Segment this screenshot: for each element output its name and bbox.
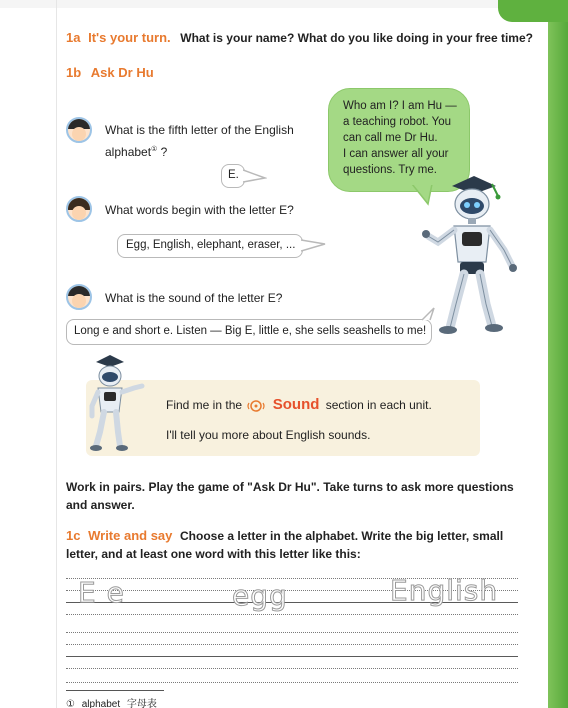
robot-speech-line: can call me Dr Hu. [343, 132, 438, 144]
writing-guide-line [66, 668, 518, 669]
answer-bubble-1 [221, 164, 245, 188]
traced-word: English [390, 574, 499, 607]
robot-speech-line: a teaching robot. You [343, 116, 452, 128]
sound-line-2: I'll tell you more about English sounds. [166, 428, 371, 442]
writing-guide-line [66, 682, 518, 683]
small-robot-illustration [84, 352, 150, 452]
answer-text: Egg, English, elephant, eraser, ... [126, 239, 296, 251]
answer-bubble-3 [66, 319, 432, 345]
footnote-mark: ① [66, 699, 75, 708]
answer-bubble-tail [422, 306, 438, 322]
section-number: 1b [66, 65, 82, 80]
writing-baseline [66, 656, 518, 657]
boy-avatar [66, 117, 92, 143]
section-number: 1c [66, 528, 81, 543]
green-tab [498, 0, 568, 22]
answer-bubble-2 [117, 234, 303, 258]
pair-work-instruction: Work in pairs. Play the game of "Ask Dr Hu". Take turns to ask more questions and answer. [66, 480, 514, 512]
dialogue-question-1 [105, 120, 325, 162]
sound-prefix: Find me in the [166, 398, 243, 412]
writing-guide-line [66, 614, 518, 615]
traced-letters: E e [78, 576, 125, 609]
dialogue-question-3: What is the sound of the letter E? [105, 291, 283, 305]
question-word: alphabet [105, 145, 152, 159]
section-number: 1a [66, 30, 81, 45]
sound-icon [247, 398, 267, 414]
dialogue-question-2: What words begin with the letter E? [105, 203, 294, 217]
footnote [66, 695, 157, 708]
answer-text: E. [228, 169, 239, 181]
writing-guide-line [66, 644, 518, 645]
section-1c-heading [66, 527, 526, 563]
footnote-rule [66, 690, 164, 691]
page-top-edge [0, 0, 568, 8]
robot-speech-line: I can answer all your [343, 148, 449, 160]
question-line [105, 145, 167, 159]
section-1b-heading [66, 65, 154, 80]
section-instruction: Choose a letter in the alphabet. Write the big letter, small letter, and at least one word with this letter like this: [66, 529, 504, 561]
robot-speech-line: Who am I? I am Hu — [343, 100, 457, 112]
footnote-translation: 字母表 [126, 699, 157, 708]
boy-avatar [66, 284, 92, 310]
sound-suffix: section in each unit. [325, 398, 432, 412]
page-margin-line [56, 0, 57, 708]
section-1a-heading [66, 30, 533, 45]
answer-bubble-tail [243, 168, 267, 184]
traced-word: egg [232, 579, 288, 612]
robot-speech-line: questions. Try me. [343, 164, 437, 176]
section-title: It's your turn. [88, 30, 171, 45]
section-title: Write and say [88, 528, 173, 543]
answer-bubble-tail [301, 238, 327, 254]
green-page-edge [548, 0, 568, 708]
writing-guide-line [66, 632, 518, 633]
section-instruction: What is your name? What do you like doing in your free time? [180, 31, 533, 45]
sound-section-name: Sound [272, 396, 320, 413]
question-line: What is the fifth letter of the English [105, 123, 294, 137]
footnote-word: alphabet [81, 699, 121, 708]
answer-text: Long e and short e. Listen — Big E, little e, she sells seashells to me! [74, 325, 427, 337]
girl-avatar [66, 196, 92, 222]
sound-line-1 [166, 396, 432, 414]
section-title: Ask Dr Hu [90, 65, 154, 80]
question-tail: ? [157, 145, 168, 159]
footnote-mark: ① [151, 146, 158, 153]
